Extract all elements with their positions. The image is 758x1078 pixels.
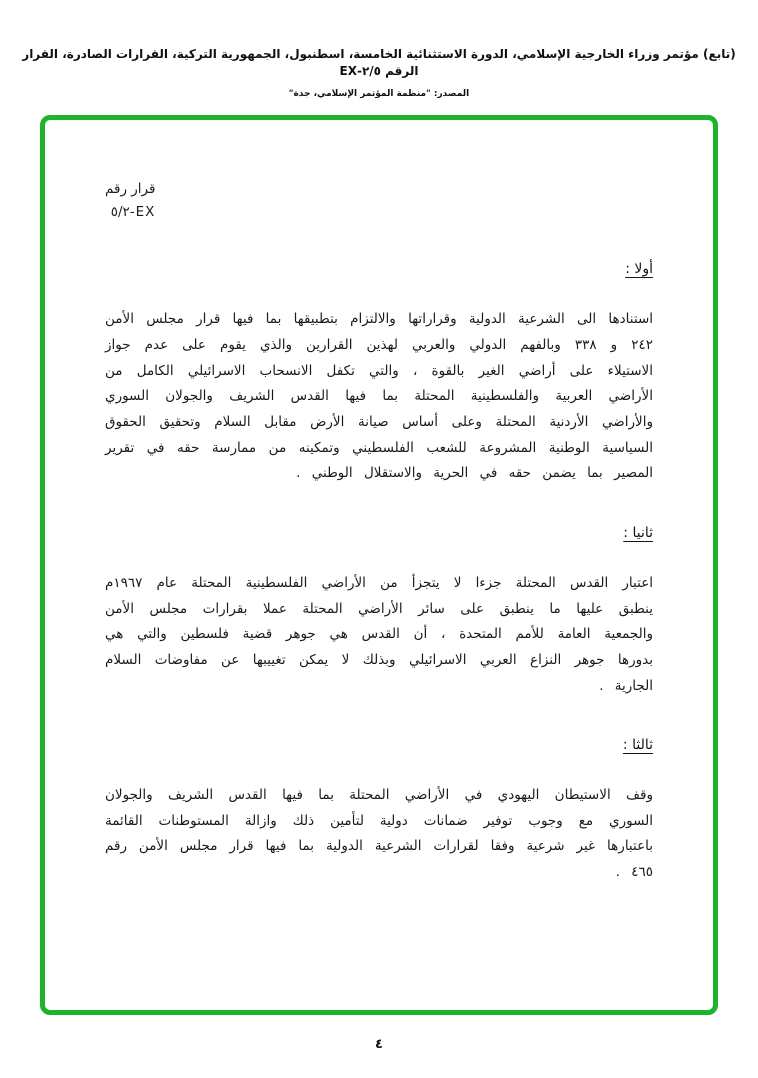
document-header: (تابع) مؤتمر وزراء الخارجية الإسلامي، الدورة الاستثنائية الخامسة، اسطنبول، الجمهورية التركية، القرارات الصادرة، القرار الرقم ٢/٥-EX [22, 47, 736, 78]
source-line: المصدر: "منظمة المؤتمر الإسلامي، جدة" [288, 88, 470, 99]
resolution-number [105, 178, 155, 224]
section-second [105, 525, 653, 699]
section-second-body: اعتبار القدس المحتلة جزءا لا يتجزأ من الأراضي الفلسطينية المحتلة عام ١٩٦٧م ينطبق عليها ما ينطبق على سائر الأراضي المحتلة عملا بقرارات مجلس الأمن والجمعية العامة للأمم المتحدة ، أن القدس هي جوهر قضية فلسطين والتي هي بدورها جوهر النزاع العربي الاسرائيلي وبذلك لا يمكن تغييبها عن مفاوضات السلام الجارية . [105, 574, 653, 694]
document-frame [40, 115, 718, 1015]
resolution-number-line2: EX-٥/٢ [110, 203, 156, 220]
page-number: ٤ [375, 1036, 383, 1052]
section-third-body: وقف الاستيطان اليهودي في الأراضي المحتلة بما فيها القدس الشريف والجولان السوري مع وجوب توفير ضمانات دولية لتأمين ذلك وازالة المستوطنات القائمة باعتبارها غير شرعية وفقا لقرارات الشرعية الدولية بما فيها قرار مجلس الأمن رقم ٤٦٥ . [105, 787, 653, 881]
section-third-heading: ثالثا : [622, 737, 653, 754]
resolution-number-line1: قرار رقم [105, 180, 156, 197]
section-first [105, 261, 653, 486]
section-second-heading: ثانيا : [623, 524, 653, 541]
section-first-heading: أولا : [625, 261, 653, 278]
section-third [105, 737, 653, 886]
section-first-body: استنادها الى الشرعية الدولية وقراراتها والالتزام بتطبيقها بما فيها قرار مجلس الأمن ٢٤٢ و ٣٣٨ وبالفهم الدولي والعربي لهذين القرارين والذي يقوم على عدم جواز الاستيلاء على أراضي الغير بالقوة ، والتي تكفل الانسحاب الاسرائيلي الكامل من الأراضي العربية والفلسطينية المحتلة بما فيها القدس الشريف والجولان السوري والأراضي الأردنية المحتلة وعلى أساس صيانة الأرض مقابل السلام وتحقيق الحقوق السياسية الوطنية المشروعة للشعب الفلسطيني وتمكينه من ممارسة حقه في تقرير المصير بما يضمن حقه في الحرية والاستقلال الوطني . [105, 311, 653, 482]
